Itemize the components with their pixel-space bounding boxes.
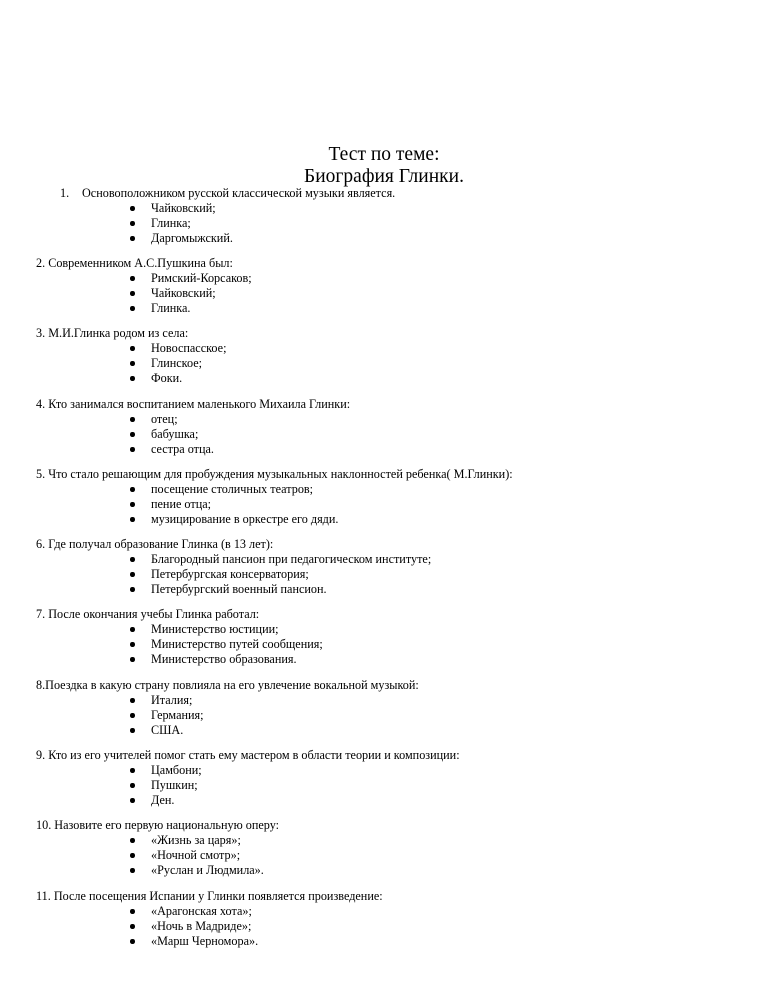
bullet-icon [130,783,135,788]
question-text: 11. После посещения Испании у Глинки появляется произведение: [36,889,383,903]
question-9 [36,748,460,808]
bullet-icon [130,627,135,632]
question-2 [36,256,252,316]
answer-option: Пушкин; [130,778,460,793]
question-text [34,186,395,201]
bullet-icon [130,276,135,281]
bullet-icon [130,924,135,929]
bullet-icon [130,939,135,944]
answer-option: Ден. [130,793,460,808]
bullet-icon [130,236,135,241]
answer-option: «Ночь в Мадриде»; [130,919,383,934]
doc-title-line2: Биография Глинки. [304,166,464,187]
bullet-icon [130,487,135,492]
answer-option: отец; [130,412,350,427]
answer-option: Глинское; [130,356,226,371]
bullet-icon [130,768,135,773]
answer-option: Цамбони; [130,763,460,778]
answer-option: США. [130,723,419,738]
question-3 [36,326,226,386]
bullet-icon [130,291,135,296]
bullet-icon [130,868,135,873]
bullet-icon [130,728,135,733]
doc-title-line1: Тест по теме: [328,144,440,165]
answer-option: Германия; [130,708,419,723]
bullet-icon [130,417,135,422]
answer-option: Благородный пансион при педагогическом институте; [130,552,431,567]
question-text: 6. Где получал образование Глинка (в 13 лет): [36,537,274,551]
answer-option: «Арагонская хота»; [130,904,383,919]
question-8 [36,678,419,738]
answer-option: сестра отца. [130,442,350,457]
bullet-icon [130,557,135,562]
question-6 [36,537,431,597]
bullet-icon [130,798,135,803]
answer-option: Министерство образования. [130,652,323,667]
bullet-icon [130,657,135,662]
question-4 [36,397,350,457]
answer-option: «Жизнь за царя»; [130,833,279,848]
answer-option: «Ночной смотр»; [130,848,279,863]
bullet-icon [130,517,135,522]
bullet-icon [130,572,135,577]
bullet-icon [130,447,135,452]
answer-option: Петербургский военный пансион. [130,582,431,597]
answer-option: «Руслан и Людмила». [130,863,279,878]
question-text: 2. Современником А.С.Пушкина был: [36,256,233,270]
answer-option: бабушка; [130,427,350,442]
answer-option: Римский-Корсаков; [130,271,252,286]
answer-option: Министерство путей сообщения; [130,637,323,652]
question-text: 8.Поездка в какую страну повлияла на его увлечение вокальной музыкой: [36,678,419,692]
bullet-icon [130,587,135,592]
bullet-icon [130,853,135,858]
bullet-icon [130,306,135,311]
question-text: 7. После окончания учебы Глинка работал: [36,607,260,621]
answer-option: «Марш Черномора». [130,934,383,949]
question-text: 9. Кто из его учителей помог стать ему мастером в области теории и композиции: [36,748,460,762]
question-text: 5. Что стало решающим для пробуждения музыкальных наклонностей ребенка( М.Глинки): [36,467,513,481]
question-11 [36,889,383,949]
bullet-icon [130,502,135,507]
question-5 [36,467,513,527]
answer-option: Глинка. [130,301,252,316]
answer-option: Петербургская консерватория; [130,567,431,582]
question-7 [36,607,323,667]
answer-option: пение отца; [130,497,513,512]
bullet-icon [130,432,135,437]
bullet-icon [130,838,135,843]
bullet-icon [130,221,135,226]
answer-option: Министерство юстиции; [130,622,323,637]
bullet-icon [130,206,135,211]
answer-option: Италия; [130,693,419,708]
answer-option: Чайковский; [130,286,252,301]
bullet-icon [130,361,135,366]
answer-option: музицирование в оркестре его дяди. [130,512,513,527]
answer-option: Чайковский; [130,201,395,216]
bullet-icon [130,346,135,351]
question-text: 4. Кто занимался воспитанием маленького Михаила Глинки: [36,397,351,411]
question-number: 1. [60,186,70,200]
bullet-icon [130,713,135,718]
question-10 [36,818,279,878]
question-text: 10. Назовите его первую национальную оперу: [36,818,280,832]
question-label: Основоположником русской классической музыки является. [82,186,396,200]
answer-option: Фоки. [130,371,226,386]
answer-option: посещение столичных театров; [130,482,513,497]
bullet-icon [130,376,135,381]
question-1 [34,186,395,246]
bullet-icon [130,642,135,647]
question-text: 3. М.И.Глинка родом из села: [36,326,189,340]
answer-option: Даргомыжский. [130,231,395,246]
answer-option: Глинка; [130,216,395,231]
bullet-icon [130,909,135,914]
bullet-icon [130,698,135,703]
answer-option: Новоспасское; [130,341,226,356]
